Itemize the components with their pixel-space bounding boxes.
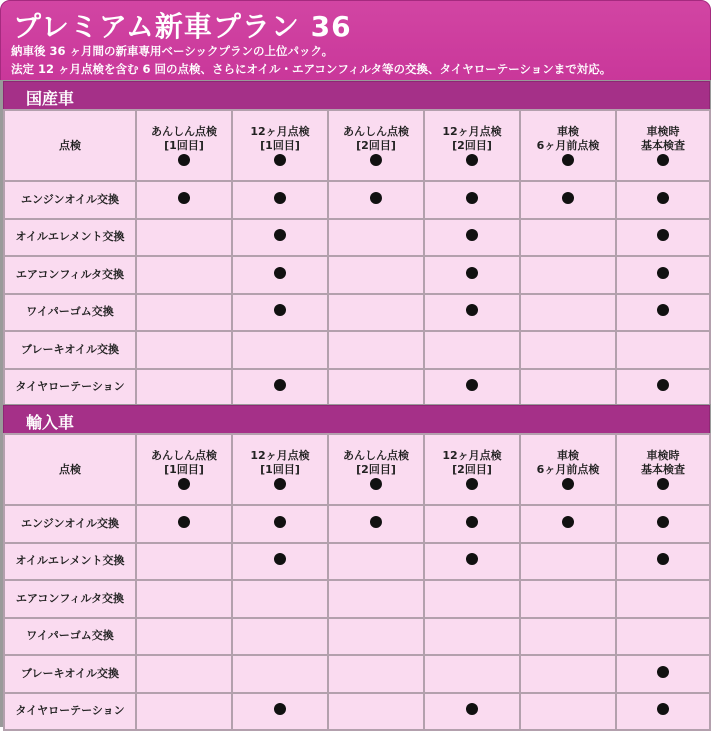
table-cell (328, 181, 424, 219)
included-mark (274, 154, 286, 166)
table-cell (616, 655, 710, 693)
table-cell (232, 505, 328, 543)
table-cell (424, 256, 520, 294)
included-mark (178, 478, 190, 490)
table-cell (520, 256, 616, 294)
service-label: エアコンフィルタ交換 (4, 580, 136, 618)
plan-title: プレミアム新車プラン 36 (13, 10, 352, 43)
table-cell (136, 181, 232, 219)
included-mark (657, 229, 669, 241)
table-cell (328, 219, 424, 257)
table-cell (328, 655, 424, 693)
table-cell (232, 219, 328, 257)
included-mark (466, 703, 478, 715)
table-row (4, 331, 710, 369)
table-row (4, 256, 710, 294)
column-header-label: あんしん点検 [1回目] (151, 124, 217, 152)
table-cell (520, 181, 616, 219)
table-cell (328, 256, 424, 294)
table-cell (424, 618, 520, 656)
table-cell (136, 618, 232, 656)
column-header-label: 車検 6ヶ月前点検 (536, 124, 600, 152)
column-header (424, 434, 520, 505)
plan-description-line-2: 法定 12 ヶ月点検を含む 6 回の点検、さらにオイル・エアコンフィルタ等の交換、タイヤローテーションまで対応。 (11, 62, 612, 76)
table-cell (136, 331, 232, 369)
included-mark (370, 154, 382, 166)
included-mark (657, 703, 669, 715)
table-cell (424, 331, 520, 369)
included-mark (562, 516, 574, 528)
table-cell (616, 543, 710, 581)
included-mark (466, 229, 478, 241)
included-mark (657, 478, 669, 490)
table-row (4, 369, 710, 407)
included-mark (657, 516, 669, 528)
column-header-label: 車検時 基本検査 (641, 124, 685, 152)
table-cell (424, 693, 520, 731)
column-header (520, 434, 616, 505)
table-cell (232, 294, 328, 332)
included-mark (466, 192, 478, 204)
column-header (616, 434, 710, 505)
column-header (136, 110, 232, 181)
table-row (4, 543, 710, 581)
table-cell (328, 580, 424, 618)
included-mark (274, 192, 286, 204)
table-cell (328, 294, 424, 332)
column-header (328, 110, 424, 181)
table-cell (520, 294, 616, 332)
included-mark (466, 154, 478, 166)
table-cell (616, 505, 710, 543)
table-cell (136, 219, 232, 257)
column-header-label: 12ヶ月点検 [2回目] (442, 124, 502, 152)
section-title-imported: 輸入車 (26, 413, 75, 432)
table-cell (232, 655, 328, 693)
table-cell (424, 181, 520, 219)
table-cell (424, 655, 520, 693)
table-cell (136, 580, 232, 618)
included-mark (274, 229, 286, 241)
column-header-label: 12ヶ月点検 [1回目] (250, 124, 310, 152)
table-cell (520, 693, 616, 731)
table-cell (520, 369, 616, 407)
table-cell (136, 294, 232, 332)
plan-description-line-1: 納車後 36 ヶ月間の新車専用ベーシックプランの上位パック。 (11, 44, 334, 58)
table-row (4, 219, 710, 257)
table-cell (232, 256, 328, 294)
table-cell (424, 543, 520, 581)
service-label: エンジンオイル交換 (4, 181, 136, 219)
table-cell (232, 618, 328, 656)
included-mark (274, 553, 286, 565)
table-cell (424, 294, 520, 332)
service-label: オイルエレメント交換 (4, 219, 136, 257)
table-header-row (4, 110, 710, 181)
service-label: エンジンオイル交換 (4, 505, 136, 543)
included-mark (466, 478, 478, 490)
table-cell (328, 543, 424, 581)
column-header-label: あんしん点検 [2回目] (343, 124, 409, 152)
table-cell (232, 693, 328, 731)
table-cell (424, 219, 520, 257)
column-header (616, 110, 710, 181)
table-cell (520, 505, 616, 543)
included-mark (657, 666, 669, 678)
table-cell (520, 655, 616, 693)
table-cell (616, 693, 710, 731)
table-cell (232, 369, 328, 407)
table-cell (616, 256, 710, 294)
table-cell (616, 219, 710, 257)
table-cell (232, 580, 328, 618)
included-mark (466, 379, 478, 391)
table-header-row (4, 434, 710, 505)
table-cell (136, 369, 232, 407)
service-label: ワイパーゴム交換 (4, 294, 136, 332)
table-row (4, 693, 710, 731)
inspection-table-domestic (3, 109, 711, 407)
column-header-label: あんしん点検 [1回目] (151, 448, 217, 476)
included-mark (370, 516, 382, 528)
table-cell (328, 505, 424, 543)
table-row (4, 655, 710, 693)
table-cell (136, 505, 232, 543)
table-cell (328, 618, 424, 656)
column-header (328, 434, 424, 505)
table-cell (616, 181, 710, 219)
service-label: タイヤローテーション (4, 693, 136, 731)
table-cell (328, 693, 424, 731)
column-header (136, 434, 232, 505)
table-cell (232, 331, 328, 369)
included-mark (370, 478, 382, 490)
column-header-label: 12ヶ月点検 [2回目] (442, 448, 502, 476)
column-header (232, 434, 328, 505)
table-row (4, 294, 710, 332)
included-mark (466, 553, 478, 565)
included-mark (274, 304, 286, 316)
included-mark (178, 516, 190, 528)
table-cell (136, 543, 232, 581)
included-mark (274, 379, 286, 391)
section-bar-domestic (3, 81, 710, 110)
table-cell (616, 369, 710, 407)
service-label: エアコンフィルタ交換 (4, 256, 136, 294)
table-cell (424, 580, 520, 618)
included-mark (178, 154, 190, 166)
table-cell (232, 181, 328, 219)
inspection-table-imported (3, 433, 711, 731)
table-cell (232, 543, 328, 581)
table-cell (328, 331, 424, 369)
service-label: ワイパーゴム交換 (4, 618, 136, 656)
table-cell (520, 219, 616, 257)
column-header-label: 12ヶ月点検 [1回目] (250, 448, 310, 476)
included-mark (657, 154, 669, 166)
table-cell (136, 256, 232, 294)
table-cell (616, 294, 710, 332)
included-mark (274, 478, 286, 490)
table-cell (616, 580, 710, 618)
included-mark (562, 192, 574, 204)
section-bar-imported (3, 405, 710, 434)
table-cell (136, 693, 232, 731)
table-cell (424, 505, 520, 543)
table-cell (616, 618, 710, 656)
table-row (4, 618, 710, 656)
service-label: オイルエレメント交換 (4, 543, 136, 581)
service-label: タイヤローテーション (4, 369, 136, 407)
table-row (4, 181, 710, 219)
table-cell (520, 331, 616, 369)
table-cell (520, 618, 616, 656)
column-header (424, 110, 520, 181)
included-mark (657, 192, 669, 204)
included-mark (466, 267, 478, 279)
column-header-label: 車検 6ヶ月前点検 (536, 448, 600, 476)
column-header (232, 110, 328, 181)
included-mark (562, 154, 574, 166)
service-label: ブレーキオイル交換 (4, 655, 136, 693)
included-mark (178, 192, 190, 204)
included-mark (657, 304, 669, 316)
column-header-label: 車検時 基本検査 (641, 448, 685, 476)
table-cell (616, 331, 710, 369)
table-row (4, 580, 710, 618)
included-mark (370, 192, 382, 204)
included-mark (562, 478, 574, 490)
row-header-label: 点検 (4, 434, 136, 505)
service-label: ブレーキオイル交換 (4, 331, 136, 369)
included-mark (657, 553, 669, 565)
included-mark (657, 379, 669, 391)
table-cell (520, 543, 616, 581)
table-row (4, 505, 710, 543)
included-mark (274, 516, 286, 528)
included-mark (657, 267, 669, 279)
column-header (520, 110, 616, 181)
table-cell (424, 369, 520, 407)
table-cell (520, 580, 616, 618)
included-mark (274, 267, 286, 279)
plan-header (0, 0, 711, 82)
table-cell (136, 655, 232, 693)
row-header-label: 点検 (4, 110, 136, 181)
included-mark (466, 516, 478, 528)
table-cell (328, 369, 424, 407)
section-title-domestic: 国産車 (26, 89, 75, 108)
included-mark (274, 703, 286, 715)
column-header-label: あんしん点検 [2回目] (343, 448, 409, 476)
included-mark (466, 304, 478, 316)
